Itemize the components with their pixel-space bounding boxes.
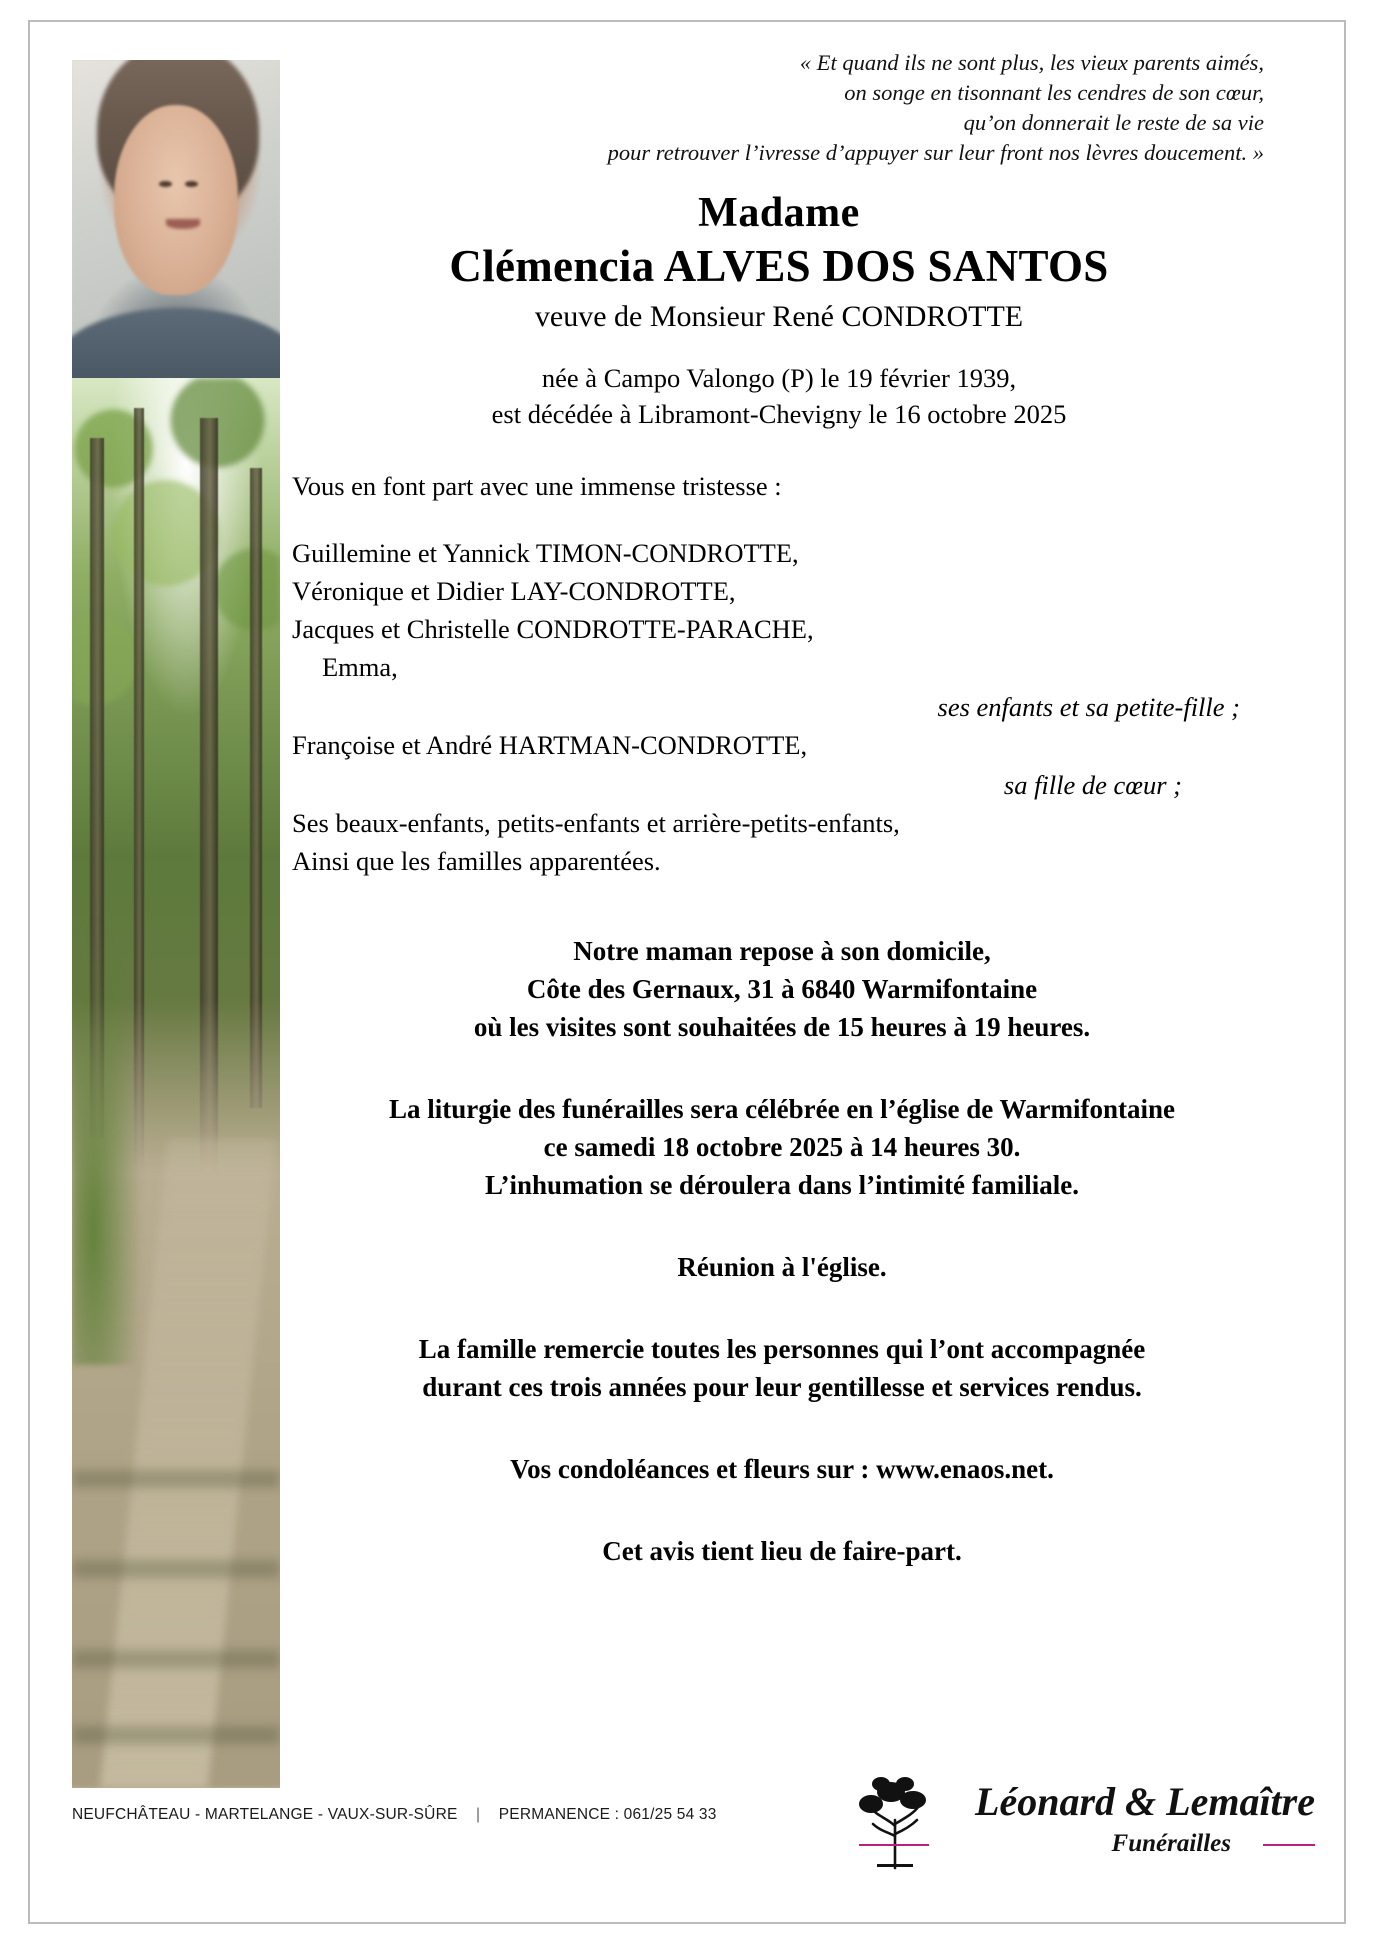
funeral-home-logo — [855, 1768, 1315, 1898]
ceremony-block — [282, 1090, 1312, 1204]
path-shadow — [72, 1560, 280, 1578]
ceremony-line: ce samedi 18 octobre 2025 à 14 heures 30. — [543, 1132, 1021, 1162]
reunion-line: Réunion à l'église. — [677, 1252, 887, 1282]
family-member: Véronique et Didier LAY-CONDROTTE, — [292, 576, 736, 606]
portrait-eye-right — [185, 181, 198, 187]
path-shadow — [72, 1470, 280, 1488]
family-member: Jacques et Christelle CONDROTTE-PARACHE, — [292, 614, 814, 644]
ceremony-line: L’inhumation se déroulera dans l’intimité familiale. — [484, 1170, 1080, 1200]
tree-icon — [847, 1764, 943, 1874]
family-role-children: ses enfants et sa petite-fille ; — [937, 692, 1240, 722]
portrait-photo — [72, 60, 280, 378]
logo-rule-left — [859, 1844, 929, 1846]
deceased-spouse-line: veuve de Monsieur René CONDROTTE — [534, 300, 1024, 333]
logo-rule-right — [1263, 1844, 1315, 1846]
text-column — [282, 48, 1312, 1570]
family-list — [282, 534, 1312, 880]
portrait-mouth — [166, 219, 200, 229]
portrait-shoulders — [72, 308, 280, 378]
family-heart-daughter: Françoise et André HARTMAN-CONDROTTE, — [292, 730, 808, 760]
ceremony-line: La liturgie des funérailles sera célébrée en l’église de Warmifontaine — [388, 1094, 1176, 1124]
forest-path-image — [72, 378, 280, 1788]
path-shadow — [72, 1650, 280, 1668]
poem-quote — [282, 48, 1312, 168]
forest-grass — [72, 914, 143, 1365]
repose-line: Côte des Gernaux, 31 à 6840 Warmifontaine — [526, 974, 1038, 1004]
footer-contact — [72, 1806, 717, 1824]
family-member: Guillemine et Yannick TIMON-CONDROTTE, — [292, 538, 799, 568]
thanks-line: durant ces trois années pour leur gentillesse et services rendus. — [422, 1372, 1142, 1402]
birth-death-block — [282, 360, 1312, 432]
poem-line: on songe en tisonnant les cendres de son cœur, — [844, 80, 1264, 105]
family-role-heart: sa fille de cœur ; — [1003, 770, 1182, 800]
announcement-line: Vous en font part avec une immense tristesse : — [292, 471, 782, 501]
poem-line: « Et quand ils ne sont plus, les vieux parents aimés, — [799, 50, 1264, 75]
deceased-full-name: Clémencia ALVES DOS SANTOS — [449, 241, 1109, 291]
death-line: est décédée à Libramont-Chevigny le 16 octobre 2025 — [491, 399, 1067, 429]
footer-locations: NEUFCHÂTEAU - MARTELANGE - VAUX-SUR-SÛRE — [72, 1806, 458, 1823]
condolences-line[interactable]: Vos condoléances et fleurs sur : www.enaos.net. — [510, 1454, 1054, 1484]
family-member-extra: Emma, — [322, 652, 398, 682]
notice-line: Cet avis tient lieu de faire-part. — [602, 1536, 962, 1566]
deceased-title: Madame — [698, 190, 860, 236]
thanks-line: La famille remercie toutes les personnes qui l’ont accompagnée — [418, 1334, 1146, 1364]
poem-line: qu’on donnerait le reste de sa vie — [963, 110, 1264, 135]
thanks-block — [282, 1330, 1312, 1406]
path-shadow — [72, 1726, 280, 1744]
family-related: Ainsi que les familles apparentées. — [292, 846, 661, 876]
deceased-name-block — [282, 188, 1312, 338]
poem-line: pour retrouver l’ivresse d’appuyer sur leur front nos lèvres doucement. » — [607, 140, 1264, 165]
footer-separator: | — [476, 1806, 481, 1823]
footer-permanence: PERMANENCE : 061/25 54 33 — [498, 1806, 717, 1823]
company-subtitle: Funérailles — [1111, 1830, 1231, 1857]
birth-line: née à Campo Valongo (P) le 19 février 1939, — [541, 363, 1017, 393]
portrait-eye-left — [159, 181, 172, 187]
repose-line: Notre maman repose à son domicile, — [573, 936, 991, 966]
company-name: Léonard & Lemaître — [975, 1779, 1315, 1824]
family-in-laws: Ses beaux-enfants, petits-enfants et arrière-petits-enfants, — [292, 808, 900, 838]
portrait-face — [114, 105, 239, 296]
repose-line: où les visites sont souhaitées de 15 heures à 19 heures. — [473, 1012, 1091, 1042]
repose-block — [282, 932, 1312, 1046]
